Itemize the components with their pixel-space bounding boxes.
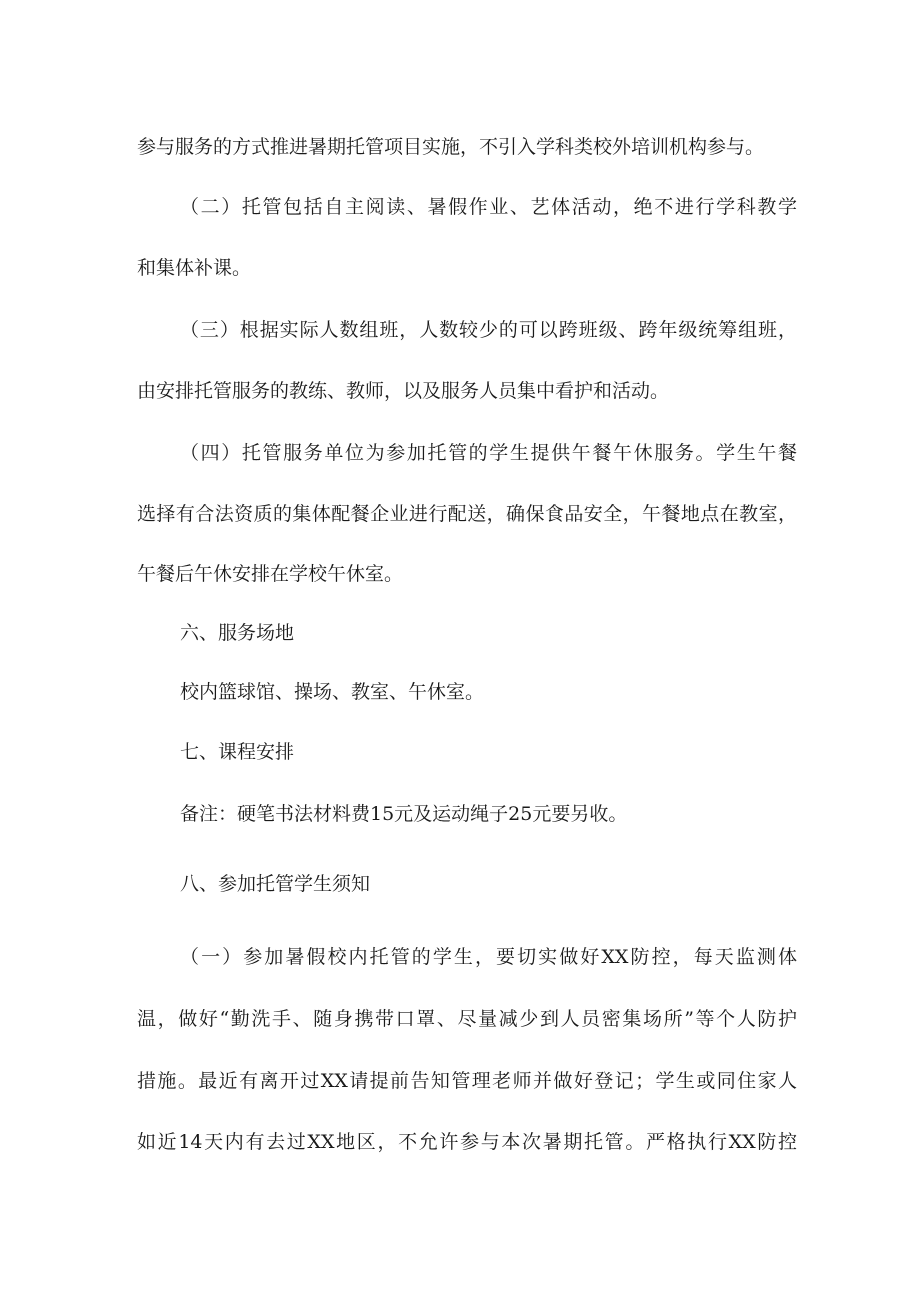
paragraph-line: 措施。最近有离开过XX请提前告知管理老师并做好登记；学生或同住家人 [137,1070,797,1092]
paragraph-line: 温，做好“勤洗手、随身携带口罩、尽量减少到人员密集场所”等个人防护 [137,1008,797,1030]
section-heading: 七、课程安排 [180,741,295,763]
section-heading: 八、参加托管学生须知 [180,873,371,895]
paragraph-line: 和集体补课。 [137,257,252,279]
paragraph-line: （三）根据实际人数组班，人数较少的可以跨班级、跨年级统筹组班， [180,319,797,341]
paragraph-line: 选择有合法资质的集体配餐企业进行配送，确保食品安全，午餐地点在教室， [137,503,797,525]
paragraph-line: 如近14天内有去过XX地区，不允许参与本次暑期托管。严格执行XX防控 [137,1131,797,1153]
paragraph-line: （一）参加暑假校内托管的学生，要切实做好XX防控，每天监测体 [180,946,797,968]
paragraph-line: 参与服务的方式推进暑期托管项目实施，不引入学科类校外培训机构参与。 [137,136,765,158]
paragraph-line: 备注：硬笔书法材料费15元及运动绳子25元要另收。 [180,803,628,825]
paragraph-line: 校内篮球馆、操场、教室、午休室。 [180,681,485,703]
paragraph-line: （二）托管包括自主阅读、暑假作业、艺体活动，绝不进行学科教学 [180,196,797,218]
paragraph-line: 由安排托管服务的教练、教师，以及服务人员集中看护和活动。 [137,380,670,402]
paragraph-line: （四）托管服务单位为参加托管的学生提供午餐午休服务。学生午餐 [180,442,797,464]
section-heading: 六、服务场地 [180,622,295,644]
paragraph-line: 午餐后午休安排在学校午休室。 [137,563,404,585]
